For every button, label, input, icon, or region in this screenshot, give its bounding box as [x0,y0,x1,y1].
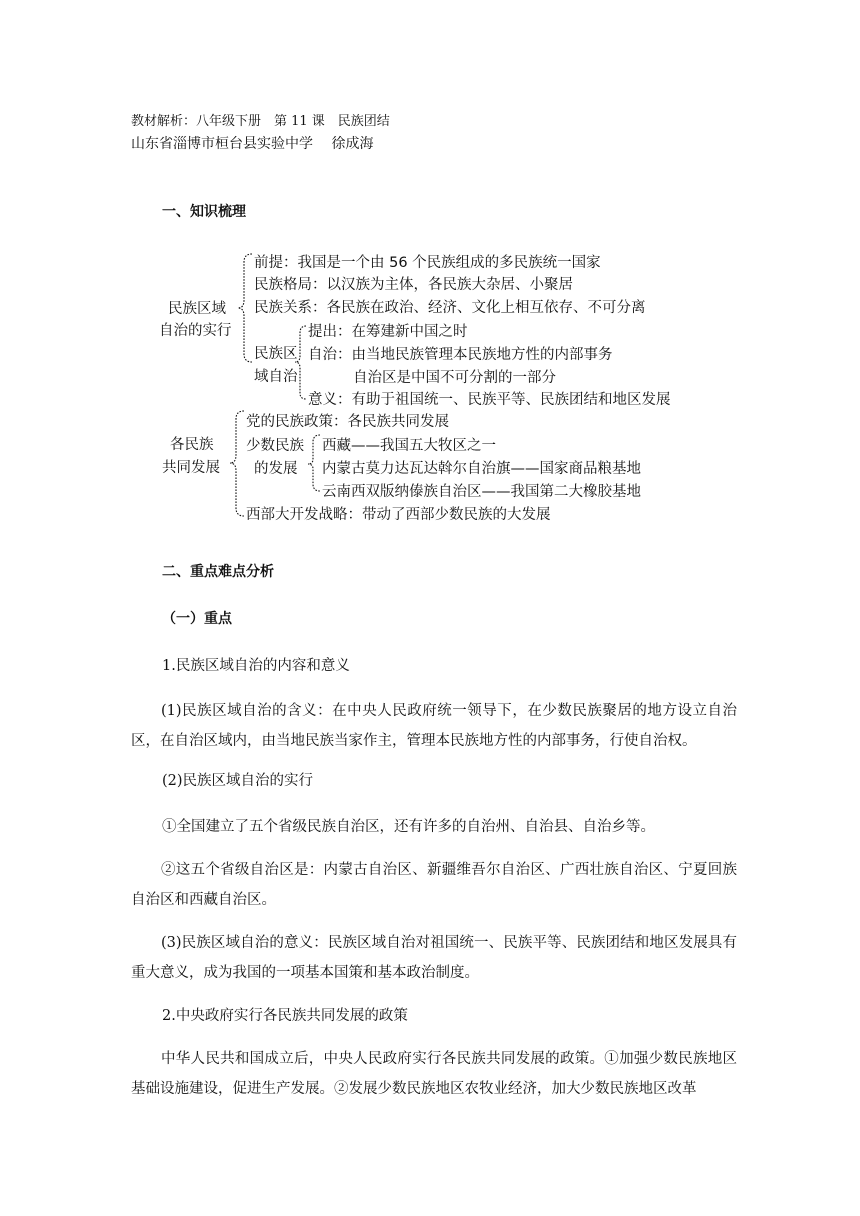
diagram-item-region: 自治区是中国不可分割的一部分 [353,370,556,386]
paragraph-policy: 中华人民共和国成立后，中央人民政府实行各民族共同发展的政策。①加强少数民族地区基础设施建设，促进生产发展。②发展少数民族地区农牧业经济，加大少数民族地区改革 [131,1051,737,1097]
root-label-development-line2: 共同发展 [162,460,220,476]
paragraph-five-regions: ①全国建立了五个省级民族自治区，还有许多的自治州、自治县、自治乡等。 [162,819,655,835]
section-title-analysis: 二、重点难点分析 [162,564,274,580]
diagram-item-propose: 提出：在筹建新中国之时 [308,324,468,340]
sub-label-autonomy-line1: 民族区 [254,346,298,362]
root-label-development-line1: 各民族 [170,437,214,453]
sub-label-minority-line1: 少数民族 [246,438,304,454]
paragraph-practice-heading: (2)民族区域自治的实行 [162,773,314,789]
bracket-2 [230,411,244,516]
diagram-item-meaning: 意义：有助于祖国统一、民族平等、民族团结和地区发展 [308,392,671,408]
diagram-item-relation: 民族关系：各民族在政治、经济、文化上相互依存、不可分离 [254,300,646,316]
diagram-item-inner-mongolia: 内蒙古莫力达瓦达斡尔自治旗——国家商品粮基地 [322,461,641,477]
paragraph-region-list: ②这五个省级自治区是：内蒙古自治区、新疆维吾尔自治区、广西壮族自治区、宁夏回族自治区和西藏自治区。 [131,862,737,908]
section-title-knowledge: 一、知识梳理 [162,204,246,220]
diagram-item-yunnan: 云南西双版纳傣族自治区——我国第二大橡胶基地 [322,484,641,500]
sub-label-autonomy-line2: 域自治 [254,369,298,385]
doc-author-line: 山东省淄博市桓台县实验中学 徐成海 [131,136,374,152]
paragraph-definition: (1)民族区域自治的含义：在中央人民政府统一领导下，在少数民族聚居的地方设立自治区，在自治区域内，由当地民族当家作主，管理本民族地方性的内部事务，行使自治权。 [131,703,737,749]
diagram-item-tibet: 西藏——我国五大牧区之一 [322,438,496,454]
sub-label-minority-line2: 的发展 [254,461,298,477]
diagram-item-policy: 党的民族政策：各民族共同发展 [246,414,449,430]
diagram-item-premise: 前提：我国是一个由 56 个民族组成的多民族统一国家 [254,255,601,271]
item-heading-1: 1.民族区域自治的内容和意义 [162,658,350,674]
subsection-title-key: （一）重点 [162,611,232,627]
diagram-item-autonomy: 自治：由当地民族管理本民族地方性的内部事务 [308,347,613,363]
item-heading-2: 2.中央政府实行各民族共同发展的政策 [162,1008,408,1024]
root-label-autonomy-line2: 自治的实行 [159,323,232,339]
doc-source-line: 教材解析：八年级下册 第 11 课 民族团结 [131,114,390,129]
bracket-1 [238,254,252,362]
diagram-item-pattern: 民族格局：以汉族为主体，各民族大杂居、小聚居 [254,277,573,293]
diagram-item-west: 西部大开发战略：带动了西部少数民族的大发展 [246,507,551,523]
paragraph-significance: (3)民族区域自治的意义：民族区域自治对祖国统一、民族平等、民族团结和地区发展具有重大意义，成为我国的一项基本国策和基本政治制度。 [131,935,737,981]
bracket-2-sub [308,435,320,491]
root-label-autonomy-line1: 民族区域 [168,301,226,317]
